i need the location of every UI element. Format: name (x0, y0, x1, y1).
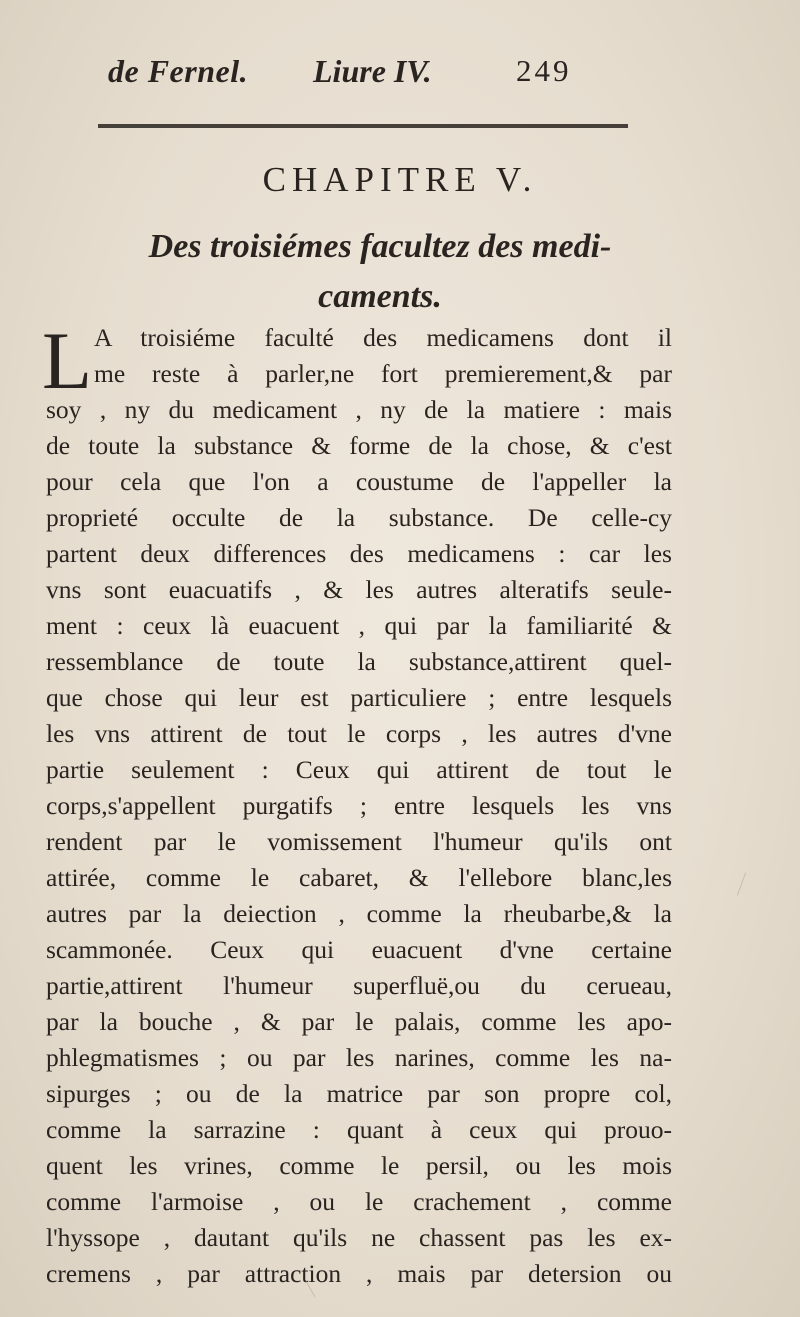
chapter-heading: CHAPITRE V. (262, 160, 538, 199)
text-line: par la bouche , & par le palais, comme les apo- (46, 1007, 672, 1036)
running-head-author: de Fernel. (108, 53, 249, 89)
text-line: soy , ny du medicament , ny de la matiere : mais (46, 395, 672, 424)
header-rule (98, 124, 628, 128)
text-line: de toute la substance & forme de la chose, & c'est (46, 431, 672, 460)
text-line: rendent par le vomissement l'humeur qu'ils ont (46, 827, 672, 856)
text-line: partent deux differences des medicamens : car les (46, 539, 672, 568)
running-head-book: Liure IV. (313, 53, 432, 89)
text-line: ressemblance de toute la substance,attirent quel- (46, 647, 672, 676)
paper-mark (737, 873, 746, 896)
text-line: vns sont euacuatifs , & les autres alteratifs seule- (46, 575, 672, 604)
text-line: me reste à parler,ne fort premierement,& par (94, 359, 672, 388)
body-text (46, 320, 672, 1292)
text-line: attirée, comme le cabaret, & l'ellebore blanc,les (46, 863, 672, 892)
chapter-title (100, 222, 660, 322)
text-line: partie,attirent l'humeur superfluë,ou du cerueau, (46, 971, 672, 1000)
text-line: corps,s'appellent purgatifs ; entre lesquels les vns (46, 791, 672, 820)
text-line: autres par la deiection , comme la rheubarbe,& la (46, 899, 672, 928)
running-head (98, 45, 638, 95)
text-line: l'hyssope , dautant qu'ils ne chassent pas les ex- (46, 1223, 672, 1252)
drop-capital: L (42, 315, 93, 406)
chapter-title-line-2: caments. (318, 278, 442, 315)
text-line: phlegmatismes ; ou par les narines, comme les na- (46, 1043, 672, 1072)
text-line: les vns attirent de tout le corps , les autres d'vne (46, 719, 672, 748)
chapter-title-line-1: Des troisiémes facultez des medi- (148, 228, 612, 265)
text-line: pour cela que l'on a coustume de l'appeller la (46, 467, 672, 496)
text-line: comme l'armoise , ou le crachement , comme (46, 1187, 672, 1216)
text-line: proprieté occulte de la substance. De celle-cy (46, 503, 672, 532)
page-number: 249 (516, 53, 572, 88)
text-line: A troisiéme faculté des medicamens dont il (94, 323, 672, 352)
text-line: ment : ceux là euacuent , qui par la familiarité & (46, 611, 672, 640)
text-line: que chose qui leur est particuliere ; entre lesquels (46, 683, 672, 712)
text-line: quent les vrines, comme le persil, ou les mois (46, 1151, 672, 1180)
text-line: comme la sarrazine : quant à ceux qui prouo- (46, 1115, 672, 1144)
text-line: partie seulement : Ceux qui attirent de tout le (46, 755, 672, 784)
text-line: scammonée. Ceux qui euacuent d'vne certaine (46, 935, 672, 964)
text-line: sipurges ; ou de la matrice par son propre col, (46, 1079, 672, 1108)
text-line: cremens , par attraction , mais par detersion ou (46, 1259, 672, 1288)
